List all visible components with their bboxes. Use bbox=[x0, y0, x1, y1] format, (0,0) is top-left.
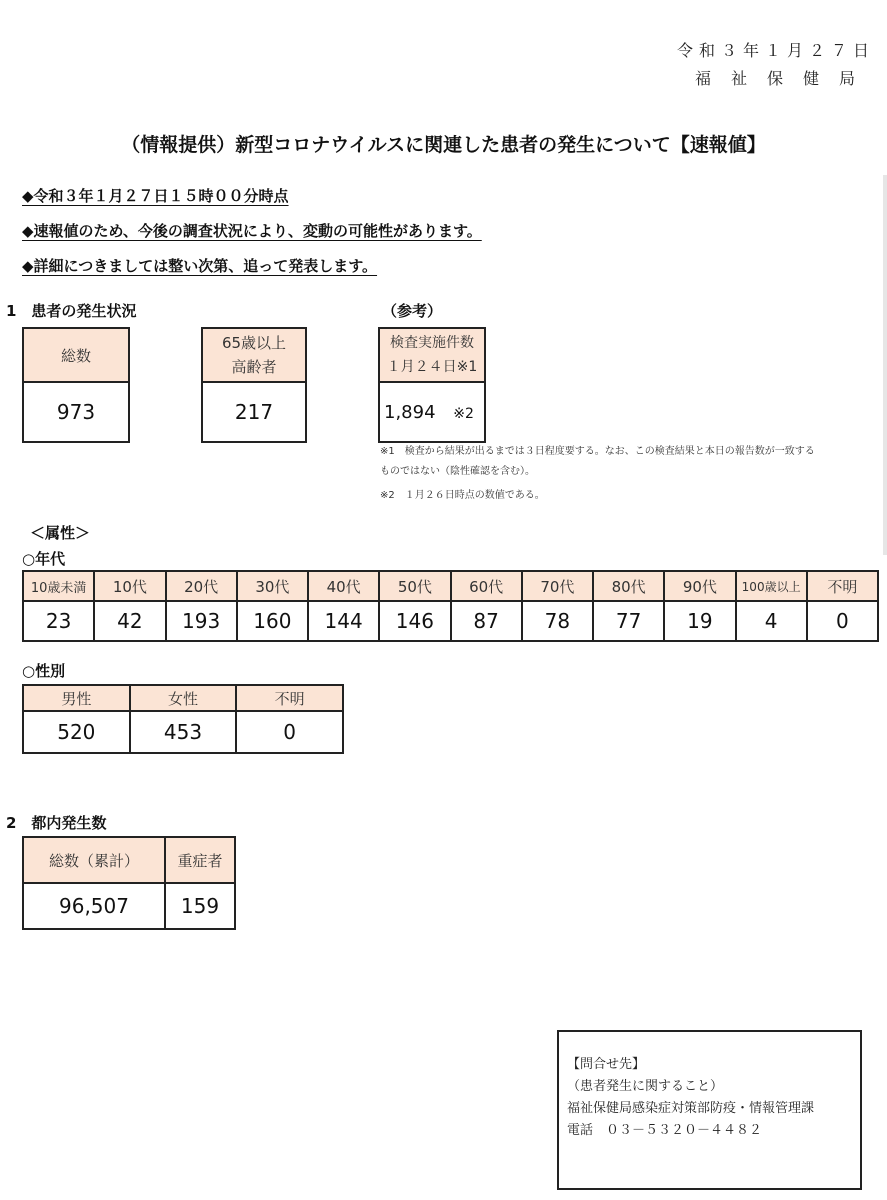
age-header-10s: 10代 bbox=[94, 571, 165, 601]
age-value-80s: 77 bbox=[593, 601, 664, 641]
total-value: 973 bbox=[23, 382, 129, 442]
age-value-60s: 87 bbox=[451, 601, 522, 641]
age-header-60s: 60代 bbox=[451, 571, 522, 601]
section2-heading: 2 都内発生数 bbox=[6, 814, 107, 832]
contact-department: 福祉保健局感染症対策部防疫・情報管理課 bbox=[567, 1101, 815, 1116]
document-title: （情報提供）新型コロナウイルスに関連した患者の発生について【速報値】 bbox=[121, 134, 766, 156]
age-header-under10: 10歳未満 bbox=[23, 571, 94, 601]
gender-value-female: 453 bbox=[130, 711, 237, 753]
age-header-50s: 50代 bbox=[379, 571, 450, 601]
gender-header-male: 男性 bbox=[23, 685, 130, 711]
tests-value-note: ※2 bbox=[453, 405, 474, 422]
note-1-line1: ※1 検査から結果が出るまでは３日程度要する。なお、この検査結果と本日の報告数が一致する bbox=[380, 446, 815, 457]
age-header-90s: 90代 bbox=[664, 571, 735, 601]
note-2: ※2 １月２６日時点の数値である。 bbox=[380, 490, 545, 501]
age-header-20s: 20代 bbox=[166, 571, 237, 601]
cumulative-total-header: 総数（累計） bbox=[23, 837, 165, 883]
reference-heading: （参考） bbox=[382, 302, 443, 320]
age-header-70s: 70代 bbox=[522, 571, 593, 601]
gender-table bbox=[22, 684, 344, 754]
severe-header: 重症者 bbox=[165, 837, 235, 883]
contact-phone: 電話 ０３－５３２０－４４８２ bbox=[567, 1123, 763, 1138]
tests-reference-table bbox=[378, 327, 486, 443]
age-heading: ○年代 bbox=[22, 550, 66, 568]
gender-value-unknown: 0 bbox=[236, 711, 343, 753]
total-label: 総数 bbox=[23, 328, 129, 382]
notice-details: ◆詳細につきましては整い次第、追って発表します。 bbox=[22, 257, 378, 275]
section1-heading: 1 患者の発生状況 bbox=[6, 302, 137, 320]
age-value-30s: 160 bbox=[237, 601, 308, 641]
age-value-10s: 42 bbox=[94, 601, 165, 641]
tests-label-line1: 検査実施件数 bbox=[390, 335, 474, 351]
document-date: 令和３年１月２７日 bbox=[676, 41, 875, 60]
notice-preliminary: ◆速報値のため、今後の調査状況により、変動の可能性があります。 bbox=[22, 222, 482, 240]
tests-label-line2: １月２４日※1 bbox=[386, 359, 478, 375]
age-value-70s: 78 bbox=[522, 601, 593, 641]
scrollbar[interactable] bbox=[883, 175, 887, 555]
age-distribution-table bbox=[22, 570, 879, 642]
contact-box bbox=[557, 1030, 862, 1190]
age-value-90s: 19 bbox=[664, 601, 735, 641]
age-header-30s: 30代 bbox=[237, 571, 308, 601]
age-value-20s: 193 bbox=[166, 601, 237, 641]
elderly-value: 217 bbox=[202, 382, 306, 442]
age-header-100plus: 100歳以上 bbox=[736, 571, 807, 601]
age-header-40s: 40代 bbox=[308, 571, 379, 601]
elderly-label-line2: 高齢者 bbox=[231, 358, 277, 376]
age-header-unknown: 不明 bbox=[807, 571, 878, 601]
elderly-label bbox=[202, 328, 306, 382]
attributes-heading: ＜属性＞ bbox=[30, 524, 91, 542]
tests-value-cell bbox=[379, 382, 485, 442]
gender-header-unknown: 不明 bbox=[236, 685, 343, 711]
reference-notes bbox=[380, 442, 875, 506]
cumulative-table bbox=[22, 836, 236, 930]
age-value-100plus: 4 bbox=[736, 601, 807, 641]
elderly-label-line1: 65歳以上 bbox=[221, 334, 287, 352]
notice-timestamp: ◆令和３年１月２７日１５時００分時点 bbox=[22, 187, 289, 205]
age-value-40s: 144 bbox=[308, 601, 379, 641]
tests-label bbox=[379, 328, 485, 382]
severe-value: 159 bbox=[165, 883, 235, 929]
elderly-patients-table bbox=[201, 327, 307, 443]
tests-value: 1,894 bbox=[384, 401, 436, 423]
age-value-50s: 146 bbox=[379, 601, 450, 641]
age-value-unknown: 0 bbox=[807, 601, 878, 641]
issuing-department: 福祉保健局 bbox=[694, 69, 875, 88]
total-patients-table bbox=[22, 327, 130, 443]
cumulative-total-value: 96,507 bbox=[23, 883, 165, 929]
age-header-80s: 80代 bbox=[593, 571, 664, 601]
gender-value-male: 520 bbox=[23, 711, 130, 753]
gender-header-female: 女性 bbox=[130, 685, 237, 711]
note-1-line2: ものではない（陰性確認を含む）。 bbox=[380, 466, 535, 477]
gender-heading: ○性別 bbox=[22, 662, 66, 680]
age-value-under10: 23 bbox=[23, 601, 94, 641]
contact-heading: 【問合せ先】 bbox=[567, 1057, 646, 1072]
contact-subject: （患者発生に関すること） bbox=[567, 1079, 724, 1094]
